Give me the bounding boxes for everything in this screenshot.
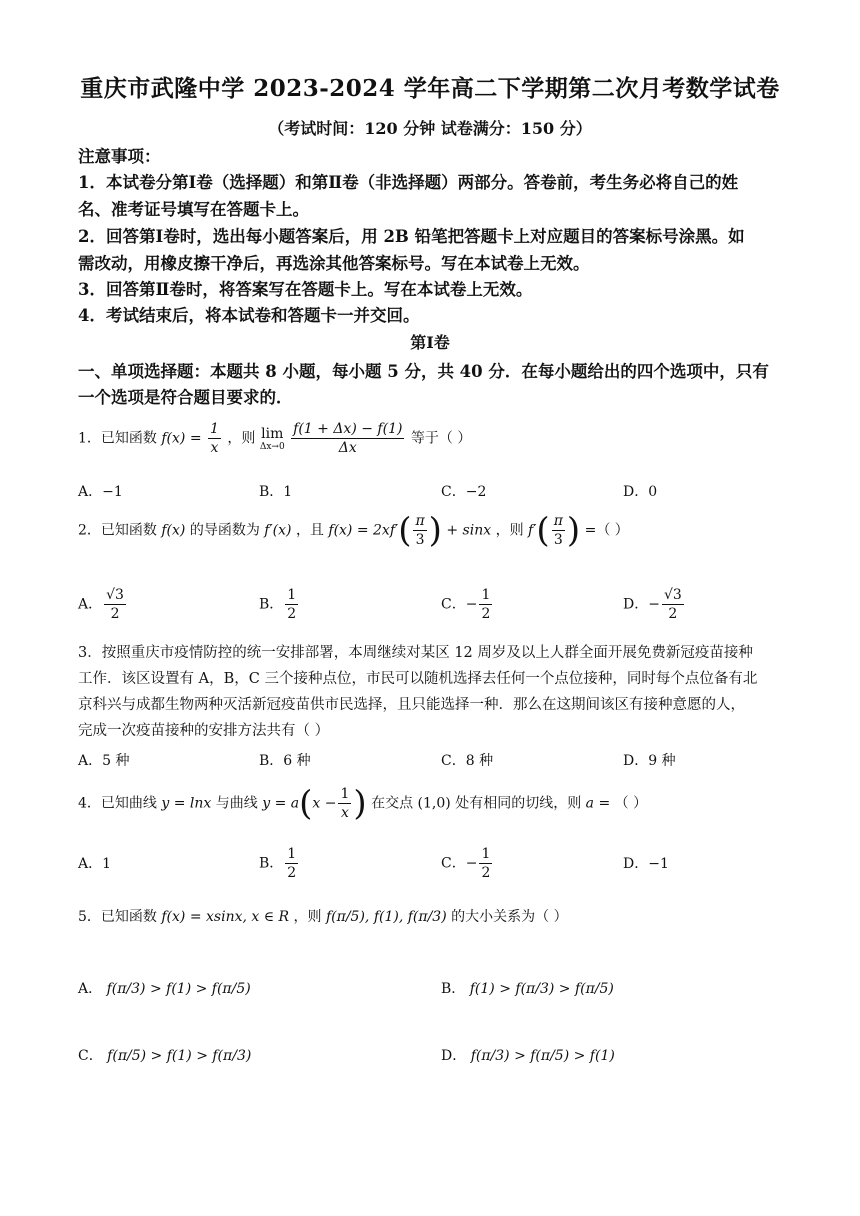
q3-line-2: 工作．该区设置有 A，B，C 三个接种点位，市民可以随机选择去任何一个点位接种，同时每个点位备有北 — [78, 671, 758, 687]
q2-option-b[interactable]: B． $\frac{1}{2}$ — [259, 587, 297, 622]
q1-option-a[interactable]: A．−1 — [78, 484, 123, 500]
q1-option-d[interactable]: D．0 — [623, 484, 658, 500]
q4-point: (1,0) — [417, 795, 451, 812]
q2-fpx: f′(x) — [264, 522, 292, 539]
question-2: 2．已知函数 f(x) 的导函数为 f′(x) ，且 f(x) = 2xf′( $\frac{\pi}{3}$ ) + sinx ，则 f′( $\frac{\pi}{3}$ ) =（ ） — [78, 510, 629, 551]
notice-line-2: 名、准考证号填写在答题卡上。 — [78, 200, 309, 219]
q5-expr: f(x) = xsinx, x ∈ R — [161, 909, 290, 925]
q4-option-b[interactable]: B． $\frac{1}{2}$ — [259, 846, 297, 881]
part1-label: 第Ⅰ卷 — [410, 333, 450, 352]
q2-mid3: ，则 — [495, 522, 524, 539]
q5-mid: ，则 — [293, 909, 322, 925]
q5-option-c[interactable]: C． f(π/5) > f(1) > f(π/3) — [78, 1048, 252, 1064]
q2-fp: f′ — [528, 522, 537, 539]
notice-heading: 注意事项： — [78, 147, 161, 166]
q2-mid2: ，且 — [295, 522, 324, 539]
q4-prefix: 4．已知曲线 — [78, 795, 157, 812]
notice-line-4: 需改动，用橡皮擦干净后，再选涂其他答案标号。写在本试卷上无效。 — [78, 254, 590, 273]
q3-line-4: 完成一次疫苗接种的安排方法共有（ ） — [78, 723, 330, 739]
question-5 — [78, 906, 568, 926]
q1-fx: f(x) = — [161, 430, 202, 447]
notice-line-1: 1．本试卷分第Ⅰ卷（选择题）和第Ⅱ卷（非选择题）两部分。答卷前，考生务必将自己的姓 — [78, 173, 739, 192]
q1-mid: ，则 — [227, 430, 256, 447]
notice-line-3: 2．回答第Ⅰ卷时，选出每小题答案后，用 2B 铅笔把答题卡上对应题目的答案标号涂黑。如 — [78, 227, 745, 246]
q1-fraction: $\frac{1}{x}$ — [210, 421, 219, 456]
question-3 — [78, 640, 783, 744]
q4-a: a = — [585, 795, 611, 812]
q2-fx: f(x) — [161, 522, 186, 539]
q5-option-b[interactable]: B． f(1) > f(π/3) > f(π/5) — [441, 981, 614, 997]
exam-title: 重庆市武隆中学 2023-2024 学年高二下学期第二次月考数学试卷 — [80, 75, 780, 102]
q4-mid1: 与曲线 — [215, 795, 258, 812]
section-heading-line-2: 一个选项是符合题目要求的． — [78, 388, 293, 407]
q1-limit: lim Δx→0 — [259, 425, 285, 452]
q2-pi-over-3: $\frac{\pi}{3}$ — [415, 513, 425, 548]
q5-option-a[interactable]: A． f(π/3) > f(1) > f(π/5) — [78, 981, 251, 997]
question-4: 4．已知曲线 y = lnx 与曲线 y = a(x − $\frac{1}{x}$ ) 在交点 (1,0) 处有相同的切线，则 a = （ ） — [78, 783, 648, 824]
q4-suffix: （ ） — [614, 795, 648, 812]
q2-option-d[interactable]: D．− $\frac{√3}{2}$ — [623, 587, 682, 622]
q4-option-d[interactable]: D．−1 — [623, 856, 669, 872]
q1-option-c[interactable]: C．−2 — [441, 484, 487, 500]
q4-curve2: y = a — [262, 795, 300, 812]
q4-mid3: 处有相同的切线，则 — [455, 795, 582, 812]
q2-sinx: + sinx — [446, 522, 492, 539]
exam-subtitle: （考试时间：120 分钟 试卷满分：150 分） — [268, 119, 592, 138]
q5-list: f(π/5), f(1), f(π/3) — [325, 909, 447, 925]
q5-option-d[interactable]: D． f(π/3) > f(π/5) > f(1) — [441, 1048, 615, 1064]
q3-option-c[interactable]: C．8 种 — [441, 753, 494, 769]
q1-prefix: 1．已知函数 — [78, 430, 157, 447]
q3-option-b[interactable]: B．6 种 — [259, 753, 311, 769]
q2-option-a[interactable]: A． $\frac{√3}{2}$ — [78, 587, 124, 622]
q3-option-d[interactable]: D．9 种 — [623, 753, 676, 769]
q4-option-c[interactable]: C．− $\frac{1}{2}$ — [441, 846, 491, 881]
notice-line-5: 3．回答第Ⅱ卷时，将答案写在答题卡上。写在本试卷上无效。 — [78, 280, 533, 299]
q2-prefix: 2．已知函数 — [78, 522, 157, 539]
q4-option-a[interactable]: A．1 — [78, 856, 112, 872]
q2-option-c[interactable]: C．− $\frac{1}{2}$ — [441, 587, 491, 622]
q4-curve1: y = lnx — [161, 795, 212, 812]
section-heading-line-1: 一、单项选择题：本题共 8 小题，每小题 5 分，共 40 分．在每小题给出的四个选项中，只有 — [78, 362, 769, 381]
q4-mid2: 在交点 — [371, 795, 414, 812]
q5-prefix: 5．已知函数 — [78, 909, 157, 925]
q3-line-3: 京科兴与成都生物两种灭活新冠疫苗供市民选择，且只能选择一种．那么在这期间该区有接种意愿的人， — [78, 697, 745, 713]
q1-limit-fraction: $\frac{f(1 + \Delta x) - f(1)}{\Delta x}$ — [293, 421, 403, 456]
notice-line-6: 4．考试结束后，将本试卷和答题卡一并交回。 — [78, 306, 420, 325]
q1-option-b[interactable]: B．1 — [259, 484, 293, 500]
q3-line-1: 3．按照重庆市疫情防控的统一安排部署，本周继续对某区 12 周岁及以上人群全面开展免费新冠疫苗接种 — [78, 645, 753, 661]
q2-pi-over-3-b: $\frac{\pi}{3}$ — [553, 513, 563, 548]
q3-option-a[interactable]: A．5 种 — [78, 753, 130, 769]
q1-suffix: 等于（ ） — [410, 430, 472, 447]
q2-suffix: =（ ） — [584, 522, 629, 539]
q2-mid1: 的导函数为 — [189, 522, 260, 539]
q5-suffix: 的大小关系为（ ） — [451, 909, 568, 925]
question-1 — [78, 420, 471, 457]
q2-expr: f(x) = 2xf′ — [328, 522, 399, 539]
q4-fraction: $\frac{1}{x}$ — [340, 786, 350, 821]
